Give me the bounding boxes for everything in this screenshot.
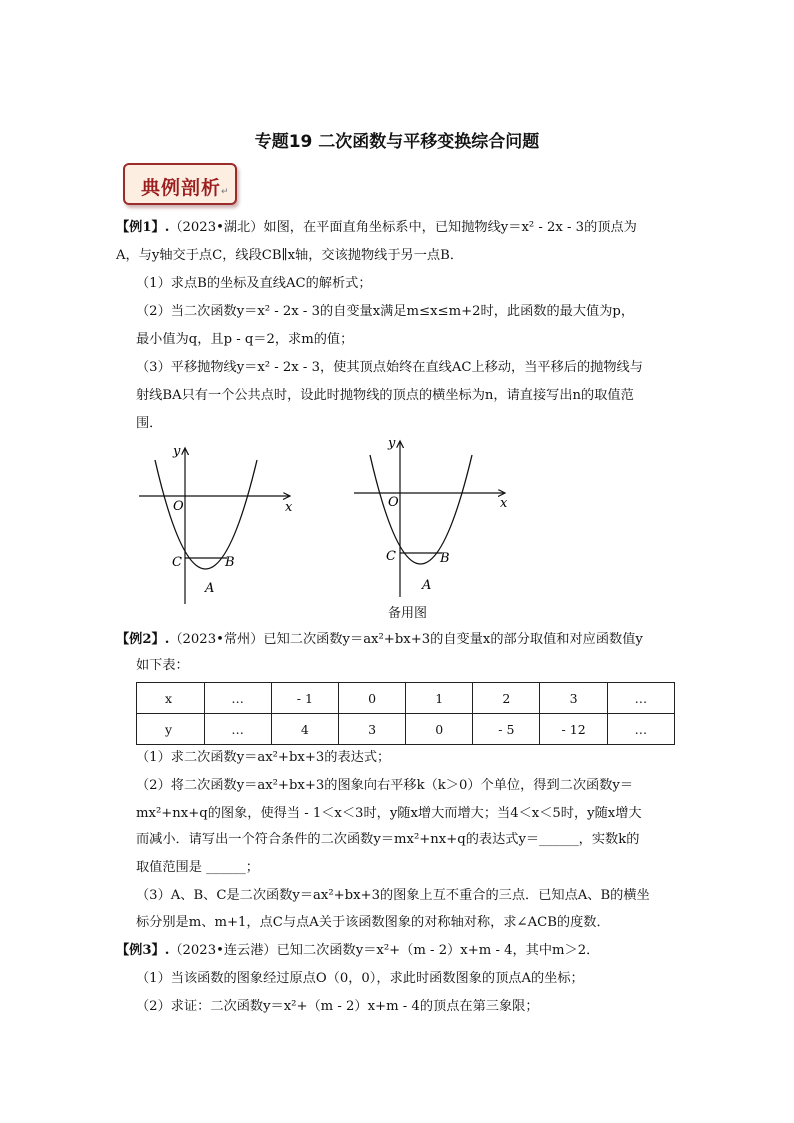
table-cell: - 12	[540, 714, 607, 745]
parabola-curve	[155, 460, 257, 569]
label-b: B	[440, 551, 450, 566]
value-table	[136, 682, 675, 745]
ex1-line1	[116, 218, 637, 238]
parabola-figure-2	[350, 433, 515, 598]
ex1-q1: （1）求点B的坐标及直线AC的解析式；	[136, 276, 372, 291]
ex1-q2a: （2）当二次函数y＝x² - 2x - 3的自变量x满足m≤x≤m+2时，此函数的最大值为p，	[136, 304, 635, 319]
table-cell: …	[204, 683, 271, 714]
label-a: A	[422, 578, 432, 593]
table-cell: 0	[406, 714, 473, 745]
table-cell: …	[204, 714, 271, 745]
section-badge	[123, 163, 237, 205]
label-o: O	[388, 495, 399, 510]
ex2-line1	[116, 630, 643, 650]
badge-label: 典例剖析	[141, 177, 222, 199]
page-title: 专题19 二次函数与平移变换综合问题	[254, 132, 540, 152]
ex3-q1: （1）当该函数的图象经过原点O（0，0），求此时函数图象的顶点A的坐标；	[136, 971, 584, 986]
label-c: C	[172, 555, 182, 570]
table-cell: 3	[540, 683, 607, 714]
table-cell: …	[607, 714, 674, 745]
label-a: A	[205, 581, 215, 596]
ex2-tag: 【例2】.	[116, 632, 170, 647]
table-cell: - 5	[473, 714, 540, 745]
label-b: B	[225, 555, 235, 570]
ex1-q2b: 最小值为q，且p - q＝2，求m的值；	[136, 332, 354, 347]
table-cell: 3	[338, 714, 405, 745]
ex1-q3b: 射线BA只有一个公共点时，设此时抛物线的顶点的横坐标为n，请直接写出n的取值范	[136, 388, 634, 403]
ex1-text1: （2023•湖北）如图，在平面直角坐标系中，已知抛物线y＝x² - 2x - 3的顶点为	[169, 220, 637, 235]
ex2-q3b: 标分别是m、m+1，点C与点A关于该函数图象的对称轴对称，求∠ACB的度数．	[136, 915, 610, 930]
parabola-curve	[370, 455, 472, 564]
label-y: y	[388, 436, 396, 451]
ex1-tag: 【例1】.	[116, 220, 170, 235]
table-row	[137, 683, 675, 714]
table-cell: 2	[473, 683, 540, 714]
table-cell: …	[607, 683, 674, 714]
label-x: x	[500, 496, 508, 511]
parabola-figure-1	[135, 440, 300, 605]
return-mark: ↵	[221, 187, 230, 197]
ex2-q3a: （3）A、B、C是二次函数y＝ax²+bx+3的图象上互不重合的三点．已知点A、B的横坐	[136, 888, 650, 903]
label-c: C	[386, 549, 396, 564]
ex2-q2c: 而减小．请写出一个符合条件的二次函数y＝mx²+nx+q的表达式y＝______，实数k的	[136, 832, 640, 847]
ex2-q2a: （2）将二次函数y＝ax²+bx+3的图象向右平移k（k＞0）个单位，得到二次函数y＝	[136, 778, 634, 793]
figure-caption: 备用图	[388, 606, 428, 621]
ex2-q2d: 取值范围是 ______；	[136, 860, 259, 875]
table-cell: 1	[406, 683, 473, 714]
table-cell: x	[137, 683, 205, 714]
label-x: x	[285, 500, 293, 515]
table-cell: 0	[338, 683, 405, 714]
table-cell: y	[137, 714, 205, 745]
table-cell: 4	[271, 714, 338, 745]
ex3-line1	[116, 941, 599, 961]
ex3-text1: （2023•连云港）已知二次函数y＝x²+（m - 2）x+m - 4，其中m＞2．	[169, 943, 600, 958]
ex2-line2: 如下表：	[136, 658, 189, 673]
ex2-q2b: mx²+nx+q的图象，使得当 - 1＜x＜3时，y随x增大而增大；当4＜x＜5时，y随x增大	[136, 806, 642, 821]
ex2-text1: （2023•常州）已知二次函数y＝ax²+bx+3的自变量x的部分取值和对应函数值y	[169, 632, 643, 647]
ex3-tag: 【例3】.	[116, 943, 170, 958]
ex1-line2: A，与y轴交于点C，线段CB∥x轴，交该抛物线于另一点B．	[116, 248, 464, 263]
ex3-q2: （2）求证：二次函数y＝x²+（m - 2）x+m - 4的顶点在第三象限；	[136, 999, 539, 1014]
table-row	[137, 714, 675, 745]
label-y: y	[173, 444, 181, 459]
label-o: O	[173, 499, 184, 514]
ex1-q3c: 围．	[136, 416, 163, 431]
table-cell: - 1	[271, 683, 338, 714]
ex2-q1: （1）求二次函数y＝ax²+bx+3的表达式；	[136, 750, 391, 765]
ex1-q3a: （3）平移抛物线y＝x² - 2x - 3，使其顶点始终在直线AC上移动，当平移后的抛物线与	[136, 360, 643, 375]
